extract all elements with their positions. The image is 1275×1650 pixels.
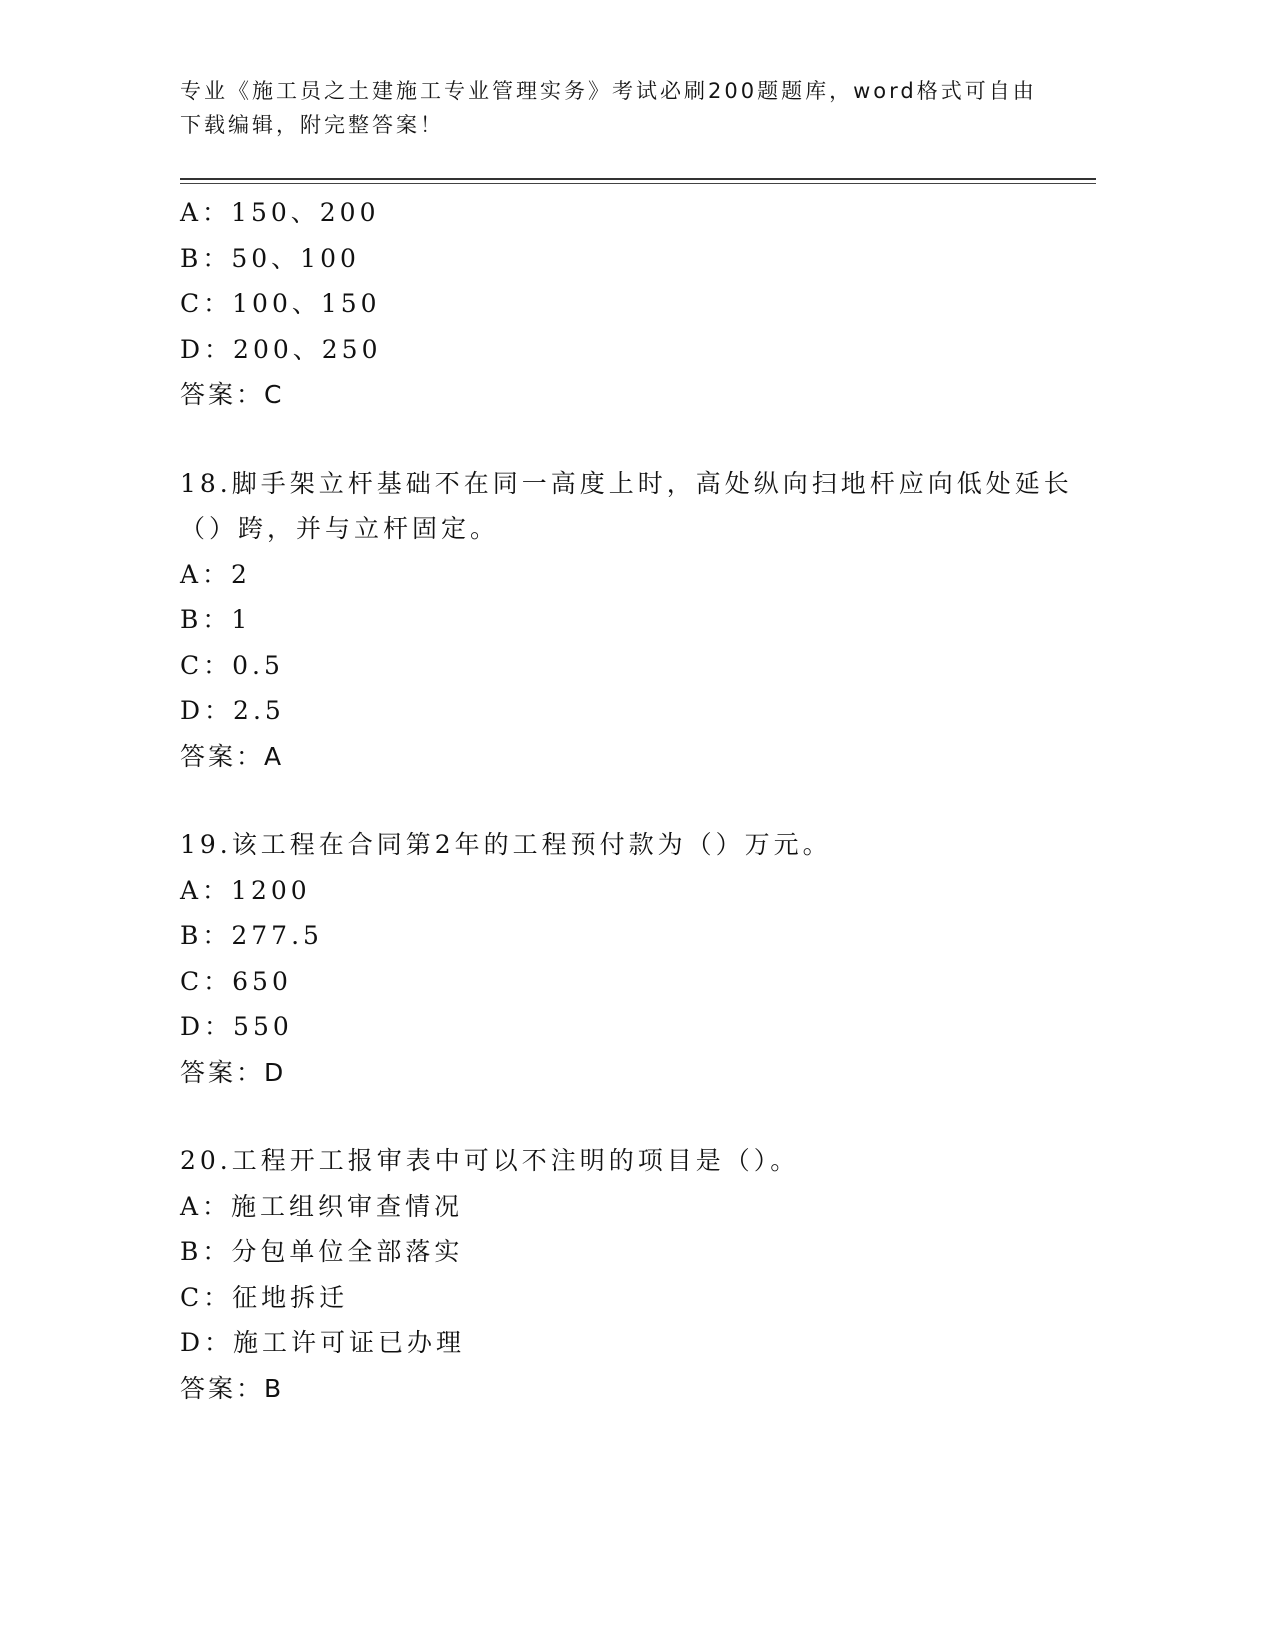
spacer	[180, 779, 1100, 822]
option-b: B：分包单位全部落实	[180, 1237, 464, 1266]
question-text: 20.工程开工报审表中可以不注明的项目是（）。	[180, 1146, 800, 1175]
question-19-block	[180, 822, 1100, 1095]
header-divider-thick	[180, 178, 1096, 180]
question-18-block	[180, 461, 1100, 780]
question-text-line-2: （）跨，并与立杆固定。	[180, 514, 500, 543]
header-divider-thin	[180, 183, 1096, 184]
option-b: B：50、100	[180, 243, 360, 273]
option-d: D：550	[180, 1012, 293, 1041]
answer-line: 答案：C	[180, 380, 285, 409]
answer-line: 答案：A	[180, 741, 285, 771]
header-title-line-1: 专业《施工员之土建施工专业管理实务》考试必刷200题题库，word格式可自由	[180, 79, 1037, 103]
header-title-line-2: 下载编辑，附完整答案！	[180, 113, 444, 137]
question-20-block	[180, 1138, 1100, 1411]
option-c: C：650	[180, 966, 292, 996]
question-text-line-1: 18.脚手架立杆基础不在同一高度上时，高处纵向扫地杆应向低处延长	[180, 468, 1073, 498]
option-a: A：1200	[180, 875, 311, 905]
option-b: B：1	[180, 605, 252, 634]
option-c: C：征地拆迁	[180, 1282, 349, 1312]
document-header	[180, 74, 1040, 142]
option-c: C：0.5	[180, 650, 284, 680]
answer-line: 答案：D	[180, 1057, 287, 1087]
option-a: A：施工组织审查情况	[180, 1191, 464, 1221]
question-text: 19.该工程在合同第2年的工程预付款为（）万元。	[180, 830, 832, 859]
question-17-block	[180, 190, 1100, 418]
answer-line: 答案：B	[180, 1373, 285, 1403]
option-d: D：200、250	[180, 334, 382, 364]
question-list	[180, 190, 1100, 1411]
spacer	[180, 1095, 1100, 1138]
option-d: D：施工许可证已办理	[180, 1328, 466, 1357]
option-a: A：2	[180, 559, 251, 589]
option-d: D：2.5	[180, 696, 285, 725]
option-a: A：150、200	[180, 198, 380, 227]
option-b: B：277.5	[180, 921, 323, 950]
option-c: C：100、150	[180, 289, 381, 318]
spacer	[180, 418, 1100, 461]
